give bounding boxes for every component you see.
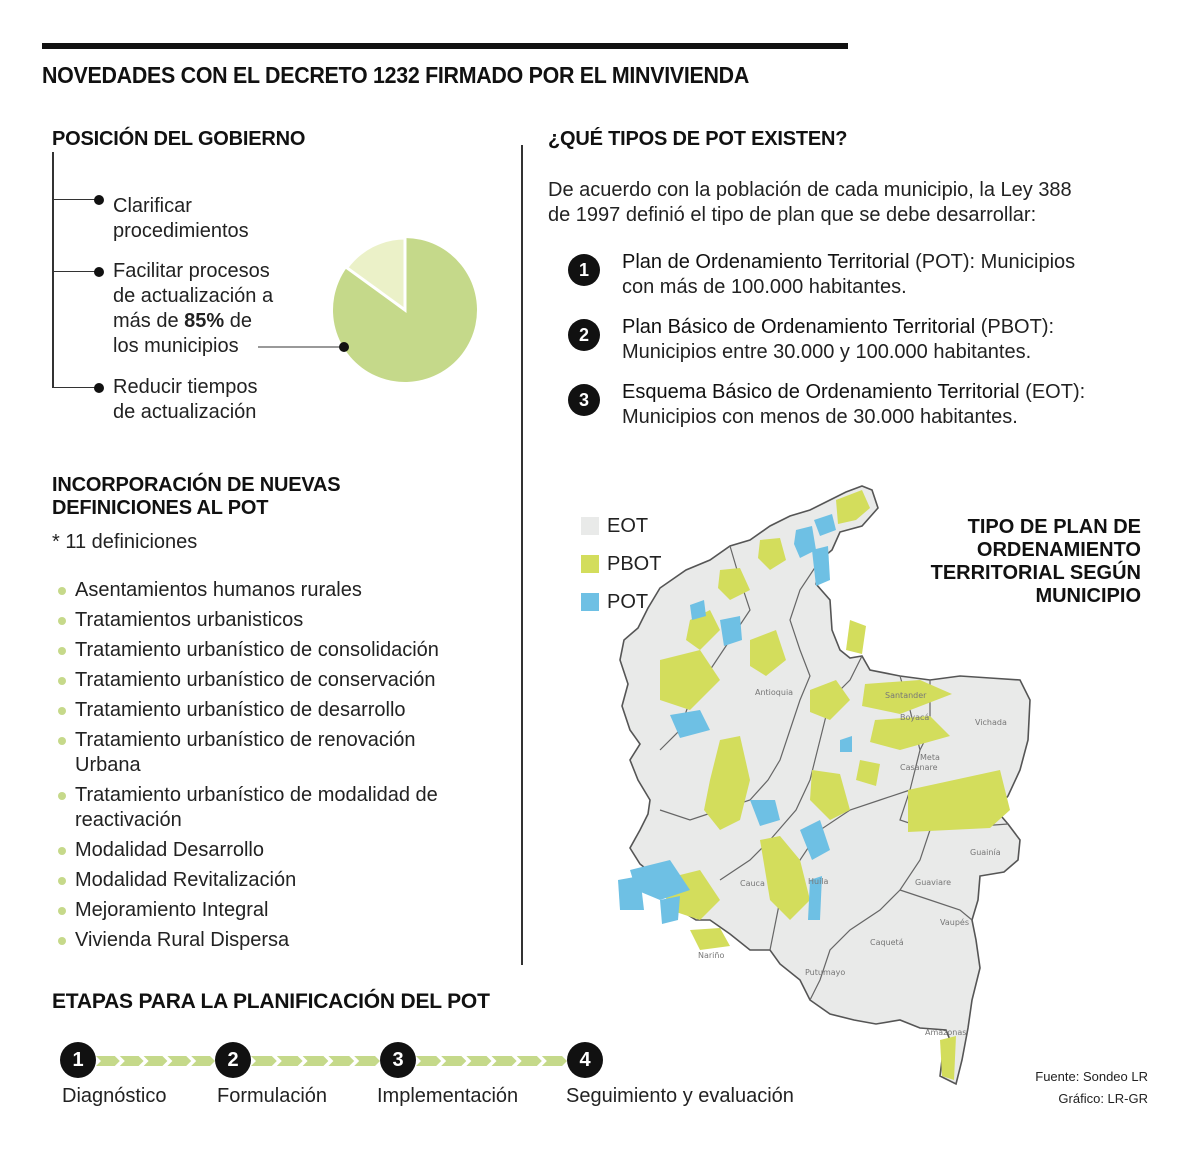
pot-type-item xyxy=(568,315,1168,365)
tree-branch xyxy=(52,199,98,200)
definition-item xyxy=(58,928,478,953)
definition-item xyxy=(58,783,478,833)
top-rule xyxy=(42,43,848,49)
definition-item xyxy=(58,698,478,723)
pot-type-abbr: (POT): Municipios xyxy=(909,251,1076,273)
stage-badge-4 xyxy=(567,1042,603,1078)
map-title-line2: ORDENAMIENTO xyxy=(976,539,1141,561)
definition-item xyxy=(58,608,478,633)
definition-label: Asentamientos humanos rurales xyxy=(75,579,362,601)
map-region-label: Guaviare xyxy=(915,878,952,887)
map-region-label: Guainía xyxy=(970,848,1001,857)
bullet-dot xyxy=(94,383,104,393)
map-title-line1: TIPO DE PLAN DE xyxy=(967,516,1141,538)
definition-label: Tratamiento urbanístico de renovación Urbana xyxy=(75,729,416,776)
map-region-label: Casanare xyxy=(900,763,938,772)
definitions-title-line1: INCORPORACIÓN DE NUEVAS xyxy=(52,474,341,496)
definition-label: Tratamiento urbanístico de conservación xyxy=(75,669,436,691)
bullet-icon xyxy=(58,937,66,945)
map-region-label: Vaupés xyxy=(940,918,969,927)
map-title-line3: TERRITORIAL SEGÚN xyxy=(930,562,1141,584)
legend-swatch xyxy=(581,517,599,535)
bullet-icon xyxy=(58,587,66,595)
definition-item xyxy=(58,868,478,893)
number-badge xyxy=(568,384,600,416)
map-region-label: Putumayo xyxy=(805,968,846,977)
gov-item-2-line1: Facilitar procesos xyxy=(113,260,270,282)
badge-number: 2 xyxy=(578,324,589,345)
bullet-icon xyxy=(58,907,66,915)
definition-item xyxy=(58,838,478,863)
definition-item xyxy=(58,728,478,778)
connector-chevron xyxy=(191,1056,215,1066)
pot-type-name: Esquema Básico de Ordenamiento Territorial xyxy=(622,381,1020,403)
credits-graphic: Gráfico: LR-GR xyxy=(1058,1091,1148,1106)
connector-chevron xyxy=(251,1056,277,1066)
connector-chevron xyxy=(277,1056,303,1066)
stage-label: Implementación xyxy=(377,1085,519,1107)
definition-label: Tratamientos urbanisticos xyxy=(75,609,304,631)
tree-trunk xyxy=(52,152,54,388)
connector-chevron xyxy=(492,1056,517,1066)
bullet-dot xyxy=(94,195,104,205)
highlight-percent: 85% xyxy=(184,310,225,332)
gov-item-3 xyxy=(113,375,258,425)
connector-chevron xyxy=(144,1056,168,1066)
pot-type-desc: Municipios entre 30.000 y 100.000 habitantes. xyxy=(622,341,1032,363)
connector-chevron xyxy=(167,1056,191,1066)
tree-branch xyxy=(52,387,98,388)
connector-chevron xyxy=(303,1056,329,1066)
map-region-label: Boyacá xyxy=(900,713,930,722)
definition-label: Modalidad Desarrollo xyxy=(75,839,264,861)
credits-source: Fuente: Sondeo LR xyxy=(1035,1069,1148,1084)
bullet-icon xyxy=(58,647,66,655)
intro-line2: de 1997 definió el tipo de plan que se debe desarrollar: xyxy=(548,204,1037,226)
pot-types-intro xyxy=(548,178,1072,228)
map-region-label: Amazonas xyxy=(925,1028,967,1037)
stages-connector xyxy=(58,1043,608,1079)
pot-type-item xyxy=(568,250,1168,300)
map-region-label: Nariño xyxy=(698,951,725,960)
page-title: NOVEDADES CON EL DECRETO 1232 FIRMADO POR EL MINVIVIENDA xyxy=(42,62,750,88)
bullet-icon xyxy=(58,737,66,745)
definition-label: Vivienda Rural Dispersa xyxy=(75,929,290,951)
government-position-title: POSICIÓN DEL GOBIERNO xyxy=(52,128,306,150)
definitions-title xyxy=(52,474,340,520)
municipality-pie xyxy=(258,230,488,390)
intro-line1: De acuerdo con la población de cada municipio, la Ley 388 xyxy=(548,179,1072,201)
legend-swatch xyxy=(581,555,599,573)
stage-badge-1 xyxy=(60,1042,96,1078)
pot-type-abbr: (PBOT): xyxy=(975,316,1055,338)
bullet-icon xyxy=(58,707,66,715)
legend-label: PBOT xyxy=(607,552,662,575)
stage-number: 1 xyxy=(72,1048,84,1071)
legend-swatch xyxy=(581,593,599,611)
gov-item-3-line2: de actualización xyxy=(113,401,257,423)
definition-item xyxy=(58,638,478,663)
pot-types-title: ¿QUÉ TIPOS DE POT EXISTEN? xyxy=(548,128,848,150)
definition-label: Mejoramiento Integral xyxy=(75,899,269,921)
badge-number: 3 xyxy=(578,389,589,410)
bullet-icon xyxy=(58,877,66,885)
definitions-note: * 11 definiciones xyxy=(52,531,198,553)
gov-item-1-line1: Clarificar xyxy=(113,195,192,217)
connector-chevron xyxy=(517,1056,542,1066)
stage-badge-3 xyxy=(380,1042,416,1078)
connector-chevron xyxy=(466,1056,491,1066)
pot-type-text xyxy=(622,250,1075,300)
definition-label: Tratamiento urbanístico de desarrollo xyxy=(75,699,406,721)
pot-type-abbr: (EOT): xyxy=(1019,381,1086,403)
bullet-icon xyxy=(58,677,66,685)
pot-types-list xyxy=(568,250,1168,445)
number-badge xyxy=(568,319,600,351)
map-region-label: Caquetá xyxy=(870,938,904,947)
map-region-label: Santander xyxy=(885,691,927,700)
gov-item-1 xyxy=(113,194,249,244)
tree-branch xyxy=(52,271,98,272)
pot-type-desc: con más de 100.000 habitantes. xyxy=(622,276,907,298)
stage-number: 4 xyxy=(579,1048,591,1071)
connector-chevron xyxy=(416,1056,441,1066)
credits xyxy=(980,1066,1148,1110)
number-badge xyxy=(568,254,600,286)
bullet-icon xyxy=(58,617,66,625)
colombia-map xyxy=(600,480,1040,1090)
connector-chevron xyxy=(441,1056,466,1066)
definitions-title-line2: DEFINICIONES AL POT xyxy=(52,497,269,519)
gov-item-2 xyxy=(113,259,273,359)
map-region-label: Huila xyxy=(808,877,829,886)
definition-label: Modalidad Revitalización xyxy=(75,869,297,891)
stage-label: Formulación xyxy=(217,1085,328,1107)
stage-label: Seguimiento y evaluación xyxy=(566,1085,794,1107)
pot-type-name: Plan de Ordenamiento Territorial xyxy=(622,251,910,273)
pie-leader-dot xyxy=(339,342,349,352)
gov-item-2-line2: de actualización a xyxy=(113,285,274,307)
connector-chevron xyxy=(120,1056,144,1066)
definition-item xyxy=(58,668,478,693)
map-region-label: Cauca xyxy=(740,879,765,888)
gov-item-3-line1: Reducir tiempos xyxy=(113,376,258,398)
pot-type-text xyxy=(622,380,1085,430)
definition-item xyxy=(58,898,478,923)
connector-chevron xyxy=(328,1056,354,1066)
bullet-dot xyxy=(94,267,104,277)
stages-title: ETAPAS PARA LA PLANIFICACIÓN DEL POT xyxy=(52,990,490,1013)
definition-item xyxy=(58,578,478,603)
definitions-list xyxy=(58,578,478,958)
legend-label: POT xyxy=(607,590,649,613)
bullet-icon xyxy=(58,847,66,855)
connector-chevron xyxy=(96,1056,120,1066)
stage-number: 3 xyxy=(392,1048,404,1071)
map-title-line4: MUNICIPIO xyxy=(1035,585,1141,607)
connector-chevron xyxy=(542,1056,567,1066)
pot-type-desc: Municipios con menos de 30.000 habitantes. xyxy=(622,406,1018,428)
gov-item-2-post: de xyxy=(224,310,252,332)
pot-type-text xyxy=(622,315,1054,365)
stage-label: Diagnóstico xyxy=(62,1085,167,1107)
pot-type-item xyxy=(568,380,1168,430)
stage-badge-2 xyxy=(215,1042,251,1078)
pot-type-name: Plan Básico de Ordenamiento Territorial xyxy=(622,316,976,338)
map-region-label: Meta xyxy=(920,753,940,762)
gov-item-2-line4: los municipios xyxy=(113,335,239,357)
gov-item-2-pre: más de xyxy=(113,310,185,332)
column-divider xyxy=(521,145,523,965)
definition-label: Tratamiento urbanístico de consolidación xyxy=(75,639,439,661)
stage-number: 2 xyxy=(227,1048,239,1071)
gov-item-2-line3 xyxy=(113,309,273,334)
badge-number: 1 xyxy=(578,259,589,280)
gov-item-1-line2: procedimientos xyxy=(113,220,249,242)
connector-chevron xyxy=(354,1056,380,1066)
definition-label: Tratamiento urbanístico de modalidad de reactivación xyxy=(75,784,438,831)
legend-label: EOT xyxy=(607,514,649,537)
map-region-label: Antioquia xyxy=(755,688,794,697)
bullet-icon xyxy=(58,792,66,800)
map-region-label: Vichada xyxy=(975,718,1007,727)
